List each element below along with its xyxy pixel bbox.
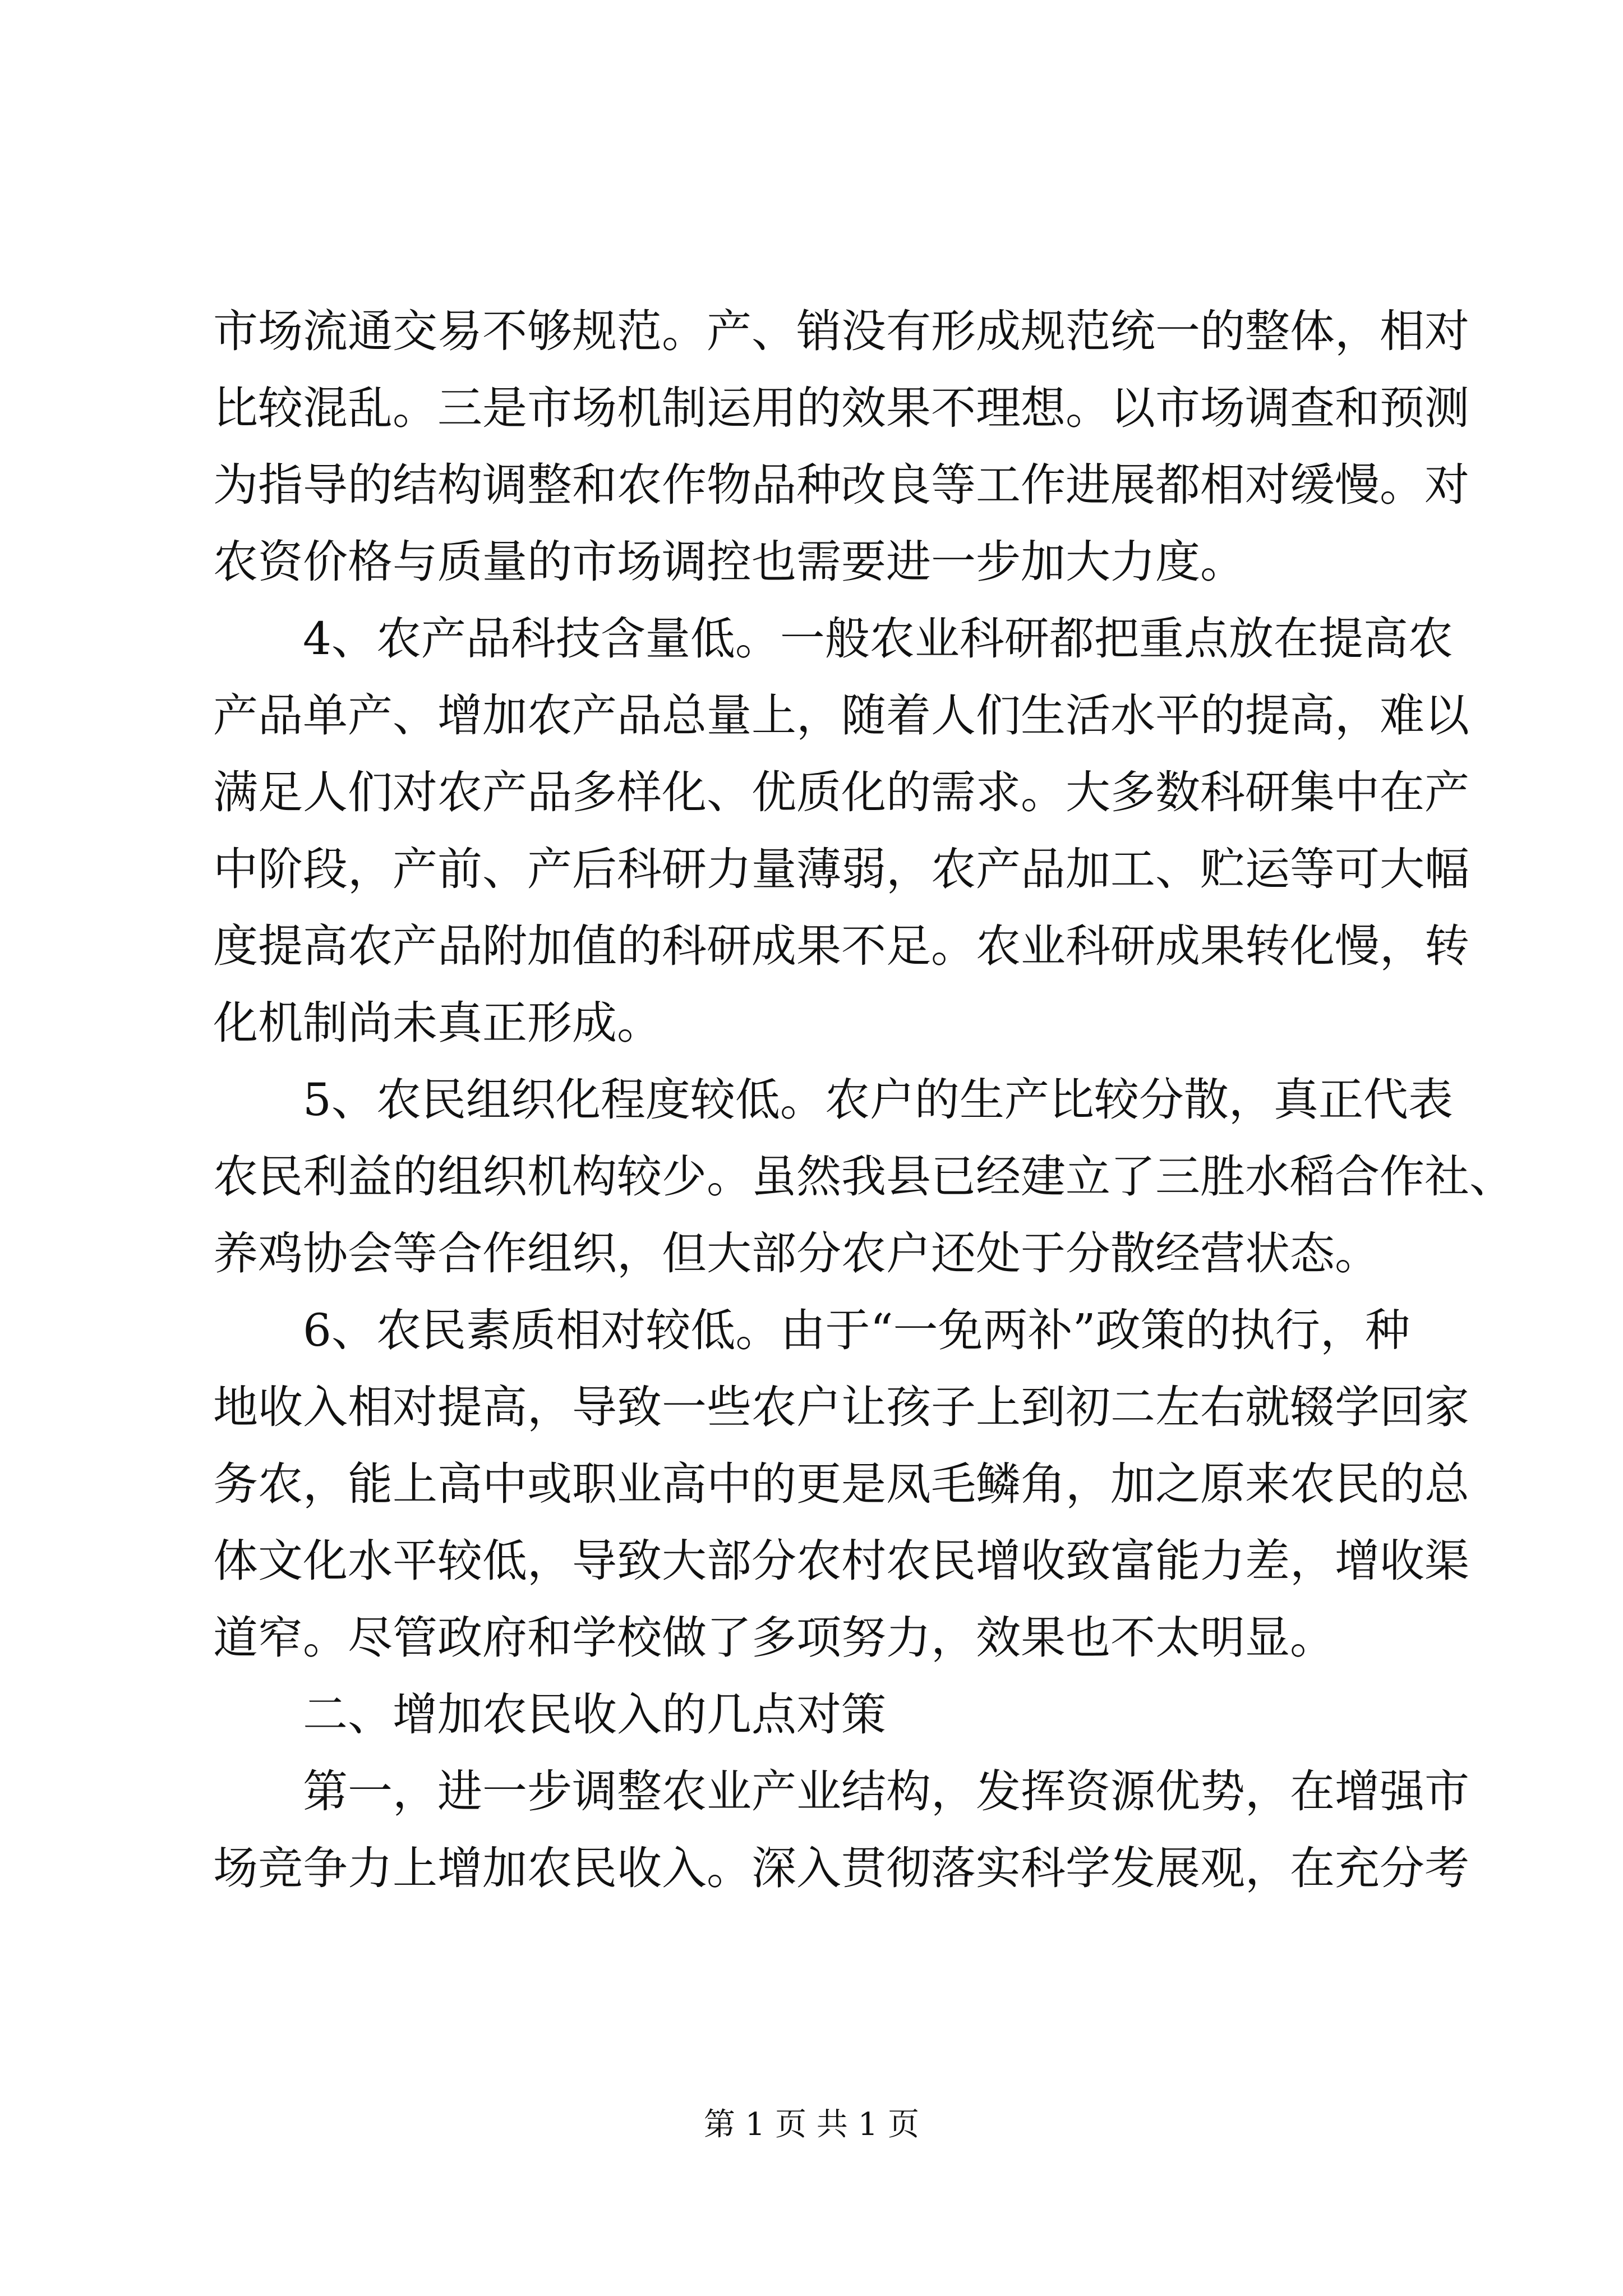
text-line: 二、增加农民收入的几点对策 bbox=[303, 1688, 886, 1741]
text-line: 4、农产品科技含量低。一般农业科研都把重点放在提高农 bbox=[303, 613, 1453, 665]
text-line: 农资价格与质量的市场调控也需要进一步加大力度。 bbox=[213, 536, 1245, 588]
text-line: 地收入相对提高，导致一些农户让孩子上到初二左右就辍学回家 bbox=[213, 1381, 1469, 1433]
text-line: 务农，能上高中或职业高中的更是凤毛鳞角，加之原来农民的总 bbox=[213, 1458, 1469, 1510]
text-line: 场竞争力上增加农民收入。深入贯彻落实科学发展观，在充分考 bbox=[213, 1842, 1469, 1894]
text-line: 满足人们对农产品多样化、优质化的需求。大多数科研集中在产 bbox=[213, 766, 1469, 818]
text-line: 6、农民素质相对较低。由于“一免两补”政策的执行，种 bbox=[303, 1304, 1410, 1356]
text-line: 市场流通交易不够规范。产、销没有形成规范统一的整体，相对 bbox=[213, 305, 1469, 357]
text-line: 农民利益的组织机构较少。虽然我县已经建立了三胜水稻合作社、 bbox=[213, 1151, 1514, 1203]
text-line: 度提高农产品附加值的科研成果不足。农业科研成果转化慢，转 bbox=[213, 920, 1469, 972]
text-line: 道窄。尽管政府和学校做了多项努力，效果也不太明显。 bbox=[213, 1612, 1335, 1664]
text-line: 为指导的结构调整和农作物品种改良等工作进展都相对缓慢。对 bbox=[213, 459, 1469, 511]
text-line: 化机制尚未真正形成。 bbox=[213, 997, 662, 1049]
page-footer: 第 1 页 共 1 页 bbox=[703, 2106, 920, 2143]
text-line: 体文化水平较低，导致大部分农村农民增收致富能力差，增收渠 bbox=[213, 1535, 1469, 1587]
text-line: 产品单产、增加农产品总量上，随着人们生活水平的提高，难以 bbox=[213, 689, 1469, 742]
text-line: 中阶段，产前、产后科研力量薄弱，农产品加工、贮运等可大幅 bbox=[213, 843, 1469, 895]
text-line: 5、农民组织化程度较低。农户的生产比较分散，真正代表 bbox=[303, 1074, 1453, 1126]
document-body bbox=[213, 293, 1514, 1907]
text-line: 第一，进一步调整农业产业结构，发挥资源优势，在增强市 bbox=[303, 1765, 1469, 1818]
text-line: 养鸡协会等合作组织，但大部分农户还处于分散经营状态。 bbox=[213, 1227, 1380, 1280]
text-line: 比较混乱。三是市场机制运用的效果不理想。以市场调查和预测 bbox=[213, 382, 1469, 434]
